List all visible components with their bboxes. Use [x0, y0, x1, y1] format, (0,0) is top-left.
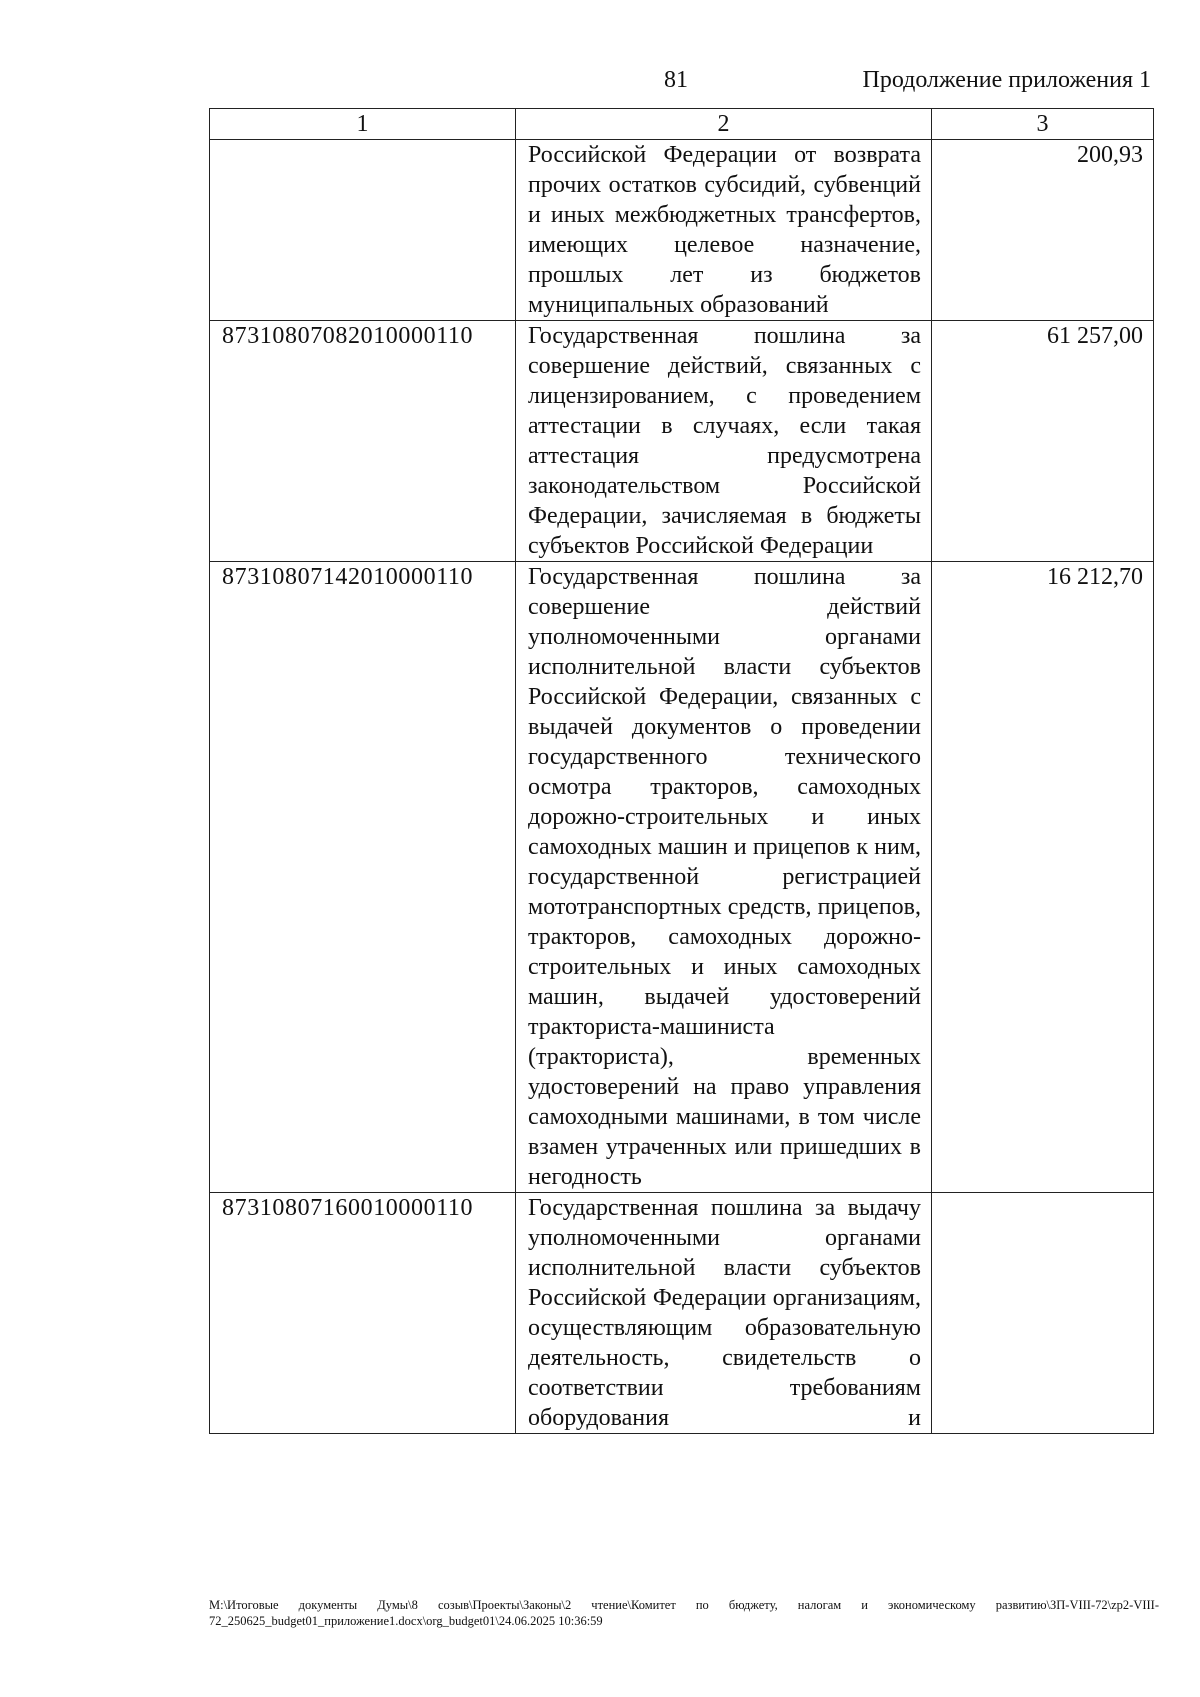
budget-code — [210, 140, 516, 321]
page-number: 81 — [664, 67, 688, 93]
column-header-3: 3 — [932, 109, 1154, 140]
budget-amount — [932, 1193, 1154, 1434]
budget-description: Государственная пошлина за совершение действий, связанных с лицензированием, с проведением аттестации в случаях, если такая аттестация предусмотрена законодательством Российской Федерации, зачисляемая в бюджеты субъектов Российской Федерации — [516, 321, 932, 562]
budget-description: Государственная пошлина за совершение действий уполномоченными органами исполнительной власти субъектов Российской Федерации, связанных с выдачей документов о проведении государственного технического осмотра тракторов, самоходных дорожно-строительных и иных самоходных машин и прицепов к ним, государственной регистрацией мототранспортных средств, прицепов, тракторов, самоходных дорожно-строительных и иных самоходных машин, выдачей удостоверений тракториста-машиниста (тракториста), временных удостоверений на право управления самоходными машинами, в том числе взамен утраченных или пришедших в негодность — [516, 562, 932, 1193]
table-header — [210, 109, 1154, 140]
budget-table — [209, 108, 1154, 1434]
continuation-label: Продолжение приложения 1 — [862, 67, 1151, 93]
column-header-1: 1 — [210, 109, 516, 140]
budget-amount: 200,93 — [932, 140, 1154, 321]
budget-code: 87310807142010000110 — [210, 562, 516, 1193]
budget-description: Государственная пошлина за выдачу уполномоченными органами исполнительной власти субъектов Российской Федерации организациям, осуществляющим образовательную деятельность, свидетельств о соответствии требованиям оборудования и — [516, 1193, 932, 1434]
budget-code: 87310807160010000110 — [210, 1193, 516, 1434]
file-path-footer: M:\Итоговые документы Думы\8 созыв\Проекты\Законы\2 чтение\Комитет по бюджету, налогам и экономическому развитию\ЗП-VIII-72\zp2-VIII-72_250625_budget01_приложение1.docx\org_budget01\24.06.2025 10:36:59 — [209, 1598, 1159, 1628]
column-header-2: 2 — [516, 109, 932, 140]
budget-amount: 16 212,70 — [932, 562, 1154, 1193]
table-body — [210, 140, 1154, 1434]
budget-description: Российской Федерации от возврата прочих остатков субсидий, субвенций и иных межбюджетных трансфертов, имеющих целевое назначение, прошлых лет из бюджетов муниципальных образований — [516, 140, 932, 321]
table-row — [210, 562, 1154, 1193]
budget-amount: 61 257,00 — [932, 321, 1154, 562]
table-row — [210, 1193, 1154, 1434]
table-row — [210, 140, 1154, 321]
header-row — [210, 109, 1154, 140]
budget-code: 87310807082010000110 — [210, 321, 516, 562]
table-row — [210, 321, 1154, 562]
